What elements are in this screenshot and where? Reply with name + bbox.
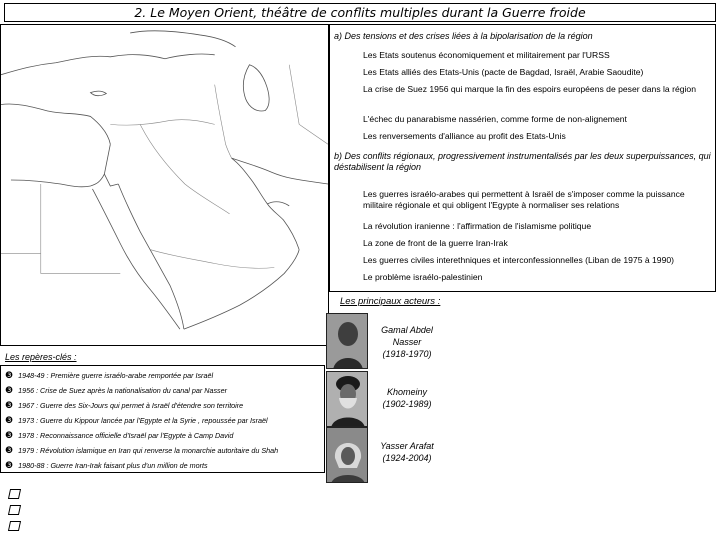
section-b-item: Le problème israélo-palestinien: [363, 272, 483, 282]
bullet-icon: ❸: [5, 385, 14, 395]
repere-text: 1978 : Reconnaissance officielle d'Israël par l'Egypte à Camp David: [18, 431, 234, 440]
actor-khomeiny: [372, 386, 442, 410]
bullet-icon: ❸: [5, 370, 14, 380]
nasser-photo: [326, 313, 368, 369]
section-a-item: La crise de Suez 1956 qui marque la fin des espoirs européens de peser dans la région: [363, 84, 696, 94]
legend-checkbox-1[interactable]: [8, 489, 21, 499]
actor-name: Gamal Abdel Nasser: [381, 325, 433, 347]
blank-map: [0, 24, 329, 346]
bullet-icon: ❸: [5, 415, 14, 425]
actor-arafat: [372, 440, 442, 464]
repere-text: 1979 : Révolution islamique en Iran qui renverse la monarchie autoritaire du Shah: [18, 446, 279, 455]
themes-panel: [329, 24, 716, 292]
section-a-item: Les renversements d'alliance au profit des Etats-Unis: [363, 131, 566, 141]
legend-checkbox-3[interactable]: [8, 521, 21, 531]
actor-name: Khomeiny: [386, 387, 428, 397]
repere-text: 1967 : Guerre des Six-Jours qui permet à Israël d'étendre son territoire: [18, 401, 244, 410]
reperes-box: [0, 365, 325, 473]
repere-item: [5, 370, 213, 381]
section-b-item: La révolution iranienne : l'affirmation de l'islamisme politique: [363, 221, 592, 231]
section-b-item: La zone de front de la guerre Iran-Irak: [363, 238, 508, 248]
repere-item: [5, 445, 278, 456]
actors-heading: Les principaux acteurs :: [340, 296, 441, 307]
actor-name: Yasser Arafat: [380, 441, 434, 451]
portrait-icon: [327, 372, 368, 427]
section-b-heading: b) Des conflits régionaux, progressivement instrumentalisés par les deux superpuissances, qui déstabilisent la région: [334, 151, 711, 172]
page-title: 2. Le Moyen Orient, théâtre de conflits multiples durant la Guerre froide: [4, 3, 716, 22]
repere-text: 1980-88 : Guerre Iran-Irak faisant plus d'un million de morts: [18, 461, 208, 470]
arafat-photo: [326, 427, 368, 483]
bullet-icon: ❸: [5, 400, 14, 410]
section-b-item: Les guerres civiles interethniques et interconfessionnelles (Liban de 1975 à 1990): [363, 255, 675, 265]
portrait-icon: [327, 428, 368, 483]
bullet-icon: ❸: [5, 445, 14, 455]
section-a-item: Les Etats soutenus économiquement et militairement par l'URSS: [363, 50, 610, 60]
repere-item: [5, 400, 243, 411]
middle-east-map: [1, 25, 328, 345]
repere-item: [5, 415, 268, 426]
repere-item: [5, 385, 227, 396]
repere-item: [5, 430, 233, 441]
khomeiny-photo: [326, 371, 368, 427]
bullet-icon: ❸: [5, 430, 14, 440]
reperes-heading: Les repères-clés :: [5, 352, 77, 362]
bullet-icon: ❸: [5, 460, 14, 470]
section-a-item: Les Etats alliés des Etats-Unis (pacte de Bagdad, Israël, Arabie Saoudite): [363, 67, 644, 77]
repere-text: 1973 : Guerre du Kippour lancée par l'Egypte et la Syrie , repoussée par Israël: [18, 416, 268, 425]
repere-text: 1948-49 : Première guerre israélo-arabe remportée par Israël: [18, 371, 214, 380]
repere-item: [5, 460, 208, 471]
legend-checkbox-2[interactable]: [8, 505, 21, 515]
section-a-item: L'échec du panarabisme nassérien, comme forme de non-alignement: [363, 114, 627, 124]
actor-dates: (1918-1970): [382, 349, 432, 359]
actor-dates: (1902-1989): [382, 399, 432, 409]
actor-nasser: [372, 324, 442, 360]
repere-text: 1956 : Crise de Suez après la nationalisation du canal par Nasser: [18, 386, 228, 395]
section-a-heading: a) Des tensions et des crises liées à la bipolarisation de la région: [334, 31, 593, 41]
portrait-icon: [327, 314, 368, 369]
section-b-item: Les guerres israélo-arabes qui permettent à Israël de s'imposer comme la puissance militaire régionale et qui obligent l'Egypte à normaliser ses relations: [363, 189, 685, 210]
actor-dates: (1924-2004): [382, 453, 432, 463]
